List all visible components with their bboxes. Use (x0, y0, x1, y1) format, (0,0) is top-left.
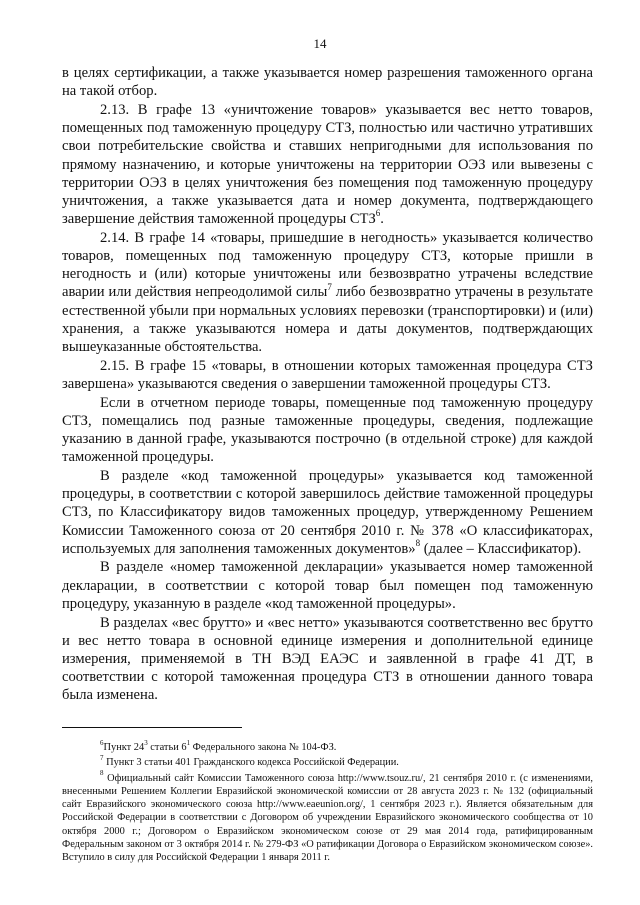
footnote-8 (62, 769, 593, 865)
paragraph-gross-net-weight: В разделах «вес брутто» и «вес нетто» указываются соответственно вес брутто и вес нетто товара в основной единице измерения и дополнительной единице измерения, применяемой в ТН ВЭД ЕАЭС и заявленной в графе 41 ДТ, в соответствии с которой таможенная процедура СТЗ в отношении данного товара была изменена. (62, 614, 593, 704)
paragraph-2-14-text-a: 2.14. В графе 14 «товары, пришедшие в негодность» указывается количество товаров, помещенных под таможенную процедуру СТЗ, которые пришли в негодность и (или) которые уничтожены или безвозвратно утрачены вследствие аварии или действия непреодолимой силы (62, 229, 593, 301)
paragraph-continuation: в целях сертификации, а также указывается номер разрешения таможенного органа на такой отбор. (62, 65, 593, 100)
paragraph-procedure-code-text-b: (далее – Классификатор). (420, 540, 582, 557)
footnotes (62, 738, 593, 865)
footnote-8-text: Официальный сайт Комиссии Таможенного союза http://www.tsouz.ru/, 21 сентября 2010 г. (с изменениями, внесенными Решением Коллегии Евразийской экономической комиссии от 28 августа 2023 г. № 132 (официальный сайт Евразийского экономического союза http://www.eaeunion.org/, 1 сентября 2023 г.). Является обязательным для Российской Федерации в соответствии с Договором об учреждении Евразийского экономического сообщества от 10 октября 2000 г.; Договором о Евразийском экономическом союзе от 29 мая 2014 года, ратифицированным Федеральным законом от 3 октября 2014 г. № 279-ФЗ «О ратификации Договора о Евразийском экономическом союзе». Вступило в силу для Российской Федерации 1 января 2011 г. (62, 772, 593, 864)
paragraph-procedure-code (62, 467, 593, 558)
page-number: 14 (313, 36, 327, 51)
footnote-divider (62, 727, 242, 728)
paragraph-2-13 (62, 101, 593, 228)
body-text (62, 64, 593, 705)
paragraph-2-14-text-b: либо безвозвратно утрачены в результате естественной убыли при нормальных условиях перевозки (транспортировки) и (или) хранения, а также указываются номера и даты документов, подтверждающих вышеуказанные обстоятельства. (62, 284, 593, 356)
footnote-ref-6: 6 (375, 208, 381, 219)
footnote-6 (62, 738, 593, 754)
footnote-6-text-c: Федерального закона № 104-ФЗ. (190, 742, 337, 753)
paragraph-declaration-number: В разделе «номер таможенной декларации» указывается номер таможенной декларации, в соответствии с которой товар был помещен под таможенную процедуру, указанную в разделе «код таможенной процедуры». (62, 559, 593, 612)
paragraph-procedure-code-text-a: В разделе «код таможенной процедуры» указывается код таможенной процедуры, в соответствии с которой завершилось действие таможенной процедуры СТЗ, по Классификатору видов таможенных процедур, утвержденному Решением Комиссии Таможенного союза от 20 сентября 2010 г. № 378 «О классификаторах, используемых для заполнения таможенных документов» (62, 467, 593, 557)
paragraph-reporting-period: Если в отчетном периоде товары, помещенные под таможенную процедуру СТЗ, помещались под разные таможенные процедуры, сведения, подлежащие указанию в данной графе, указываются построчно (в отдельной строке) для каждой таможенной процедуры. (62, 394, 593, 466)
footnote-ref-7: 7 (327, 281, 332, 292)
footnote-7-text: Пункт 3 статьи 401 Гражданского кодекса Российской Федерации. (106, 757, 399, 769)
footnote-ref-8: 8 (415, 537, 421, 548)
footnote-6-mark: 6 (100, 738, 104, 747)
footnote-7 (62, 753, 593, 769)
paragraph-2-13-text: 2.13. В графе 13 «уничтожение товаров» указывается вес нетто товаров, помещенных под таможенную процедуру СТЗ, полностью или частично утративших свои потребительские свойства и ставших непригодными для использования по прямому назначению, и которые уничтожены на территории ОЭЗ или вывезены с территории ОЭЗ в целях уничтожения без помещения под таможенную процедуру уничтожения, а также указывается дата и номер документа, подтверждающего завершение действия таможенной процедуры СТЗ (62, 101, 593, 228)
footnote-6-text-a: Пункт 24 (103, 742, 145, 753)
paragraph-2-14 (62, 229, 593, 356)
paragraph-2-13-end: . (380, 211, 384, 228)
footnote-6-sup-b: 1 (186, 738, 191, 747)
footnote-8-mark: 8 (100, 769, 104, 778)
footnote-7-mark: 7 (100, 753, 104, 762)
footnote-6-sup-a: 3 (144, 738, 148, 747)
footnote-6-text-b: статьи 6 (147, 742, 187, 753)
paragraph-2-15: 2.15. В графе 15 «товары, в отношении которых таможенная процедура СТЗ завершена» указываются сведения о завершении таможенной процедуры СТЗ. (62, 357, 593, 392)
